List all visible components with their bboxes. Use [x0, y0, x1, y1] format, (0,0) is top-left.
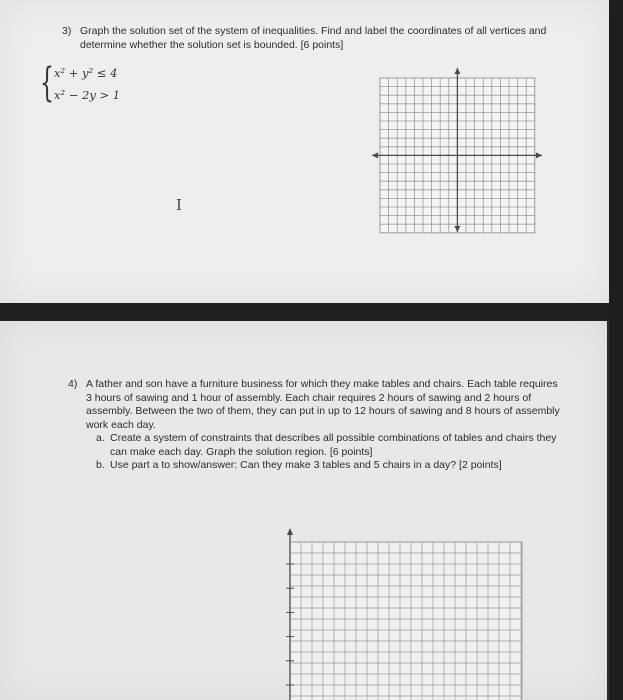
- problem-4-line-3: assembly. Between the two of them, they can put in up to 12 hours of sawing and 8 hours of assembly: [86, 405, 560, 417]
- problem-3-line-2: determine whether the solution set is bounded. [6 points]: [80, 39, 344, 51]
- problem-4-number: 4): [68, 378, 78, 390]
- part-b-line-1: Use part a to show/answer: Can they make 3 tables and 5 chairs in a day? [2 points]: [110, 459, 502, 471]
- coordinate-grid-problem-4[interactable]: [278, 528, 526, 700]
- problem-3-line-1: Graph the solution set of the system of inequalities. Find and label the coordinates of all vertices and: [80, 25, 547, 37]
- part-b-label: b.: [96, 459, 105, 471]
- problem-4-line-4: work each day.: [86, 418, 156, 431]
- problem-4-part-a: [68, 432, 588, 446]
- system-brace: {: [40, 60, 54, 106]
- inequality-2: x² − 2y > 1: [54, 88, 121, 102]
- dark-edge: [609, 0, 623, 700]
- grid-4-y-arrow-up-icon: [287, 528, 293, 535]
- grid-3-x-arrow-left-icon: [372, 152, 378, 158]
- problem-4-text: [68, 378, 588, 473]
- problem-4-line-2: 3 hours of sawing and 1 hour of assembly. Each chair requires 2 hours of sawing and 2 hours of: [86, 391, 532, 404]
- problem-4-part-b: [68, 459, 588, 473]
- inequality-system: [40, 60, 150, 110]
- part-a-label: a.: [96, 432, 105, 444]
- problem-4-line-1: A father and son have a furniture business for which they make tables and chairs. Each table requires: [86, 378, 558, 390]
- problem-3-text: [62, 24, 602, 52]
- problem-3-number: 3): [62, 25, 72, 37]
- coordinate-grid-problem-3[interactable]: [372, 66, 544, 234]
- grid-3-y-arrow-up-icon: [454, 68, 460, 74]
- part-a-line-2: can make each day. Graph the solution region. [6 points]: [110, 445, 373, 458]
- text-cursor-icon: I: [176, 196, 182, 214]
- part-a-line-1: Create a system of constraints that describes all possible combinations of tables and chairs they: [110, 432, 557, 444]
- page-divider: [0, 303, 623, 321]
- inequality-1: x² + y² ≤ 4: [54, 66, 118, 80]
- grid-3-x-arrow-right-icon: [536, 152, 542, 158]
- grid-4-border: [290, 542, 522, 700]
